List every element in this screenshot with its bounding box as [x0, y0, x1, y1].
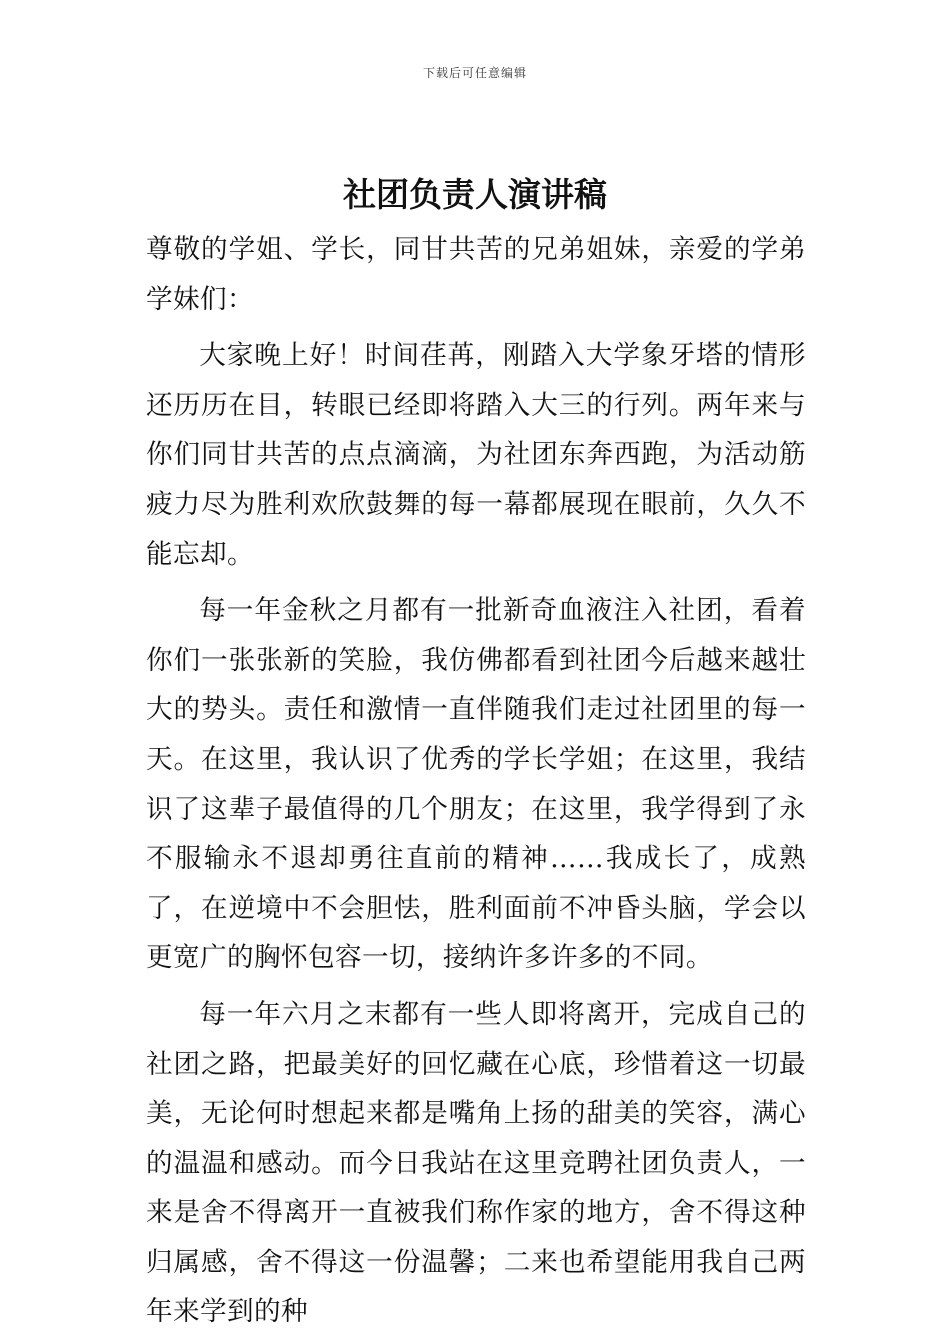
body-paragraph-3: 每一年六月之末都有一些人即将离开，完成自己的社团之路，把最美好的回忆藏在心底，珍惜着这一切最美，无论何时想起来都是嘴角上扬的甜美的笑容，满心的温温和感动。而今日我站在这里竞聘社团负责人，一来是舍不得离开一直被我们称作家的地方，舍不得这种归属感，舍不得这一份温馨；二来也希望能用我自己两年来学到的种: [146, 998, 806, 1328]
salutation-paragraph: 尊敬的学姐、学长，同甘共苦的兄弟姐妹，亲爱的学弟学妹们：: [146, 234, 806, 315]
document-body: [146, 225, 806, 1337]
document-title: 社团负责人演讲稿: [343, 175, 607, 214]
body-paragraph-2: 每一年金秋之月都有一批新奇血液注入社团，看着你们一张张新的笑脸，我仿佛都看到社团今后越来越壮大的势头。责任和激情一直伴随我们走过社团里的每一天。在这里，我认识了优秀的学长学姐；在这里，我结识了这辈子最值得的几个朋友；在这里，我学得到了永不服输永不退却勇往直前的精神……我成长了，成熟了，在逆境中不会胆怯，胜利面前不冲昏头脑，学会以更宽广的胸怀包容一切，接纳许多许多的不同。: [146, 595, 806, 974]
header-note: 下载后可任意编辑: [422, 66, 527, 80]
body-paragraph-1: 大家晚上好！时间荏苒，刚踏入大学象牙塔的情形还历历在目，转眼已经即将踏入大三的行列。两年来与你们同甘共苦的点点滴滴，为社团东奔西跑，为活动筋疲力尽为胜利欢欣鼓舞的每一幕都展现在眼前，久久不能忘却。: [146, 340, 806, 570]
